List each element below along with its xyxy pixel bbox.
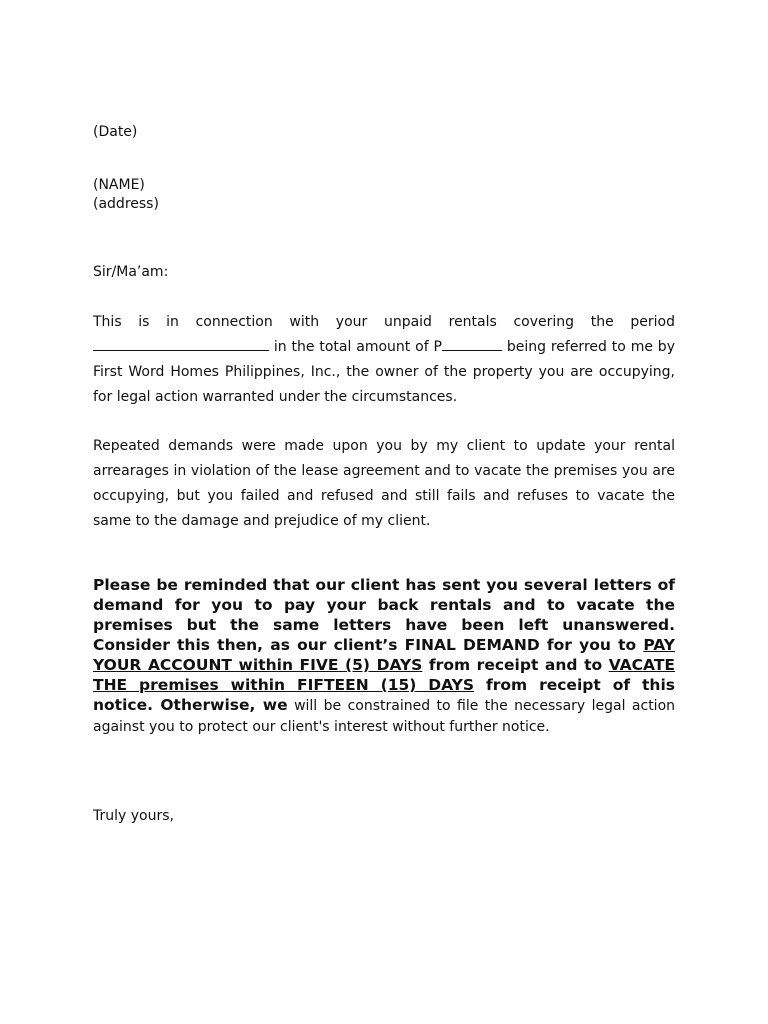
para1-text-1: This is in connection with your unpaid rentals covering the period xyxy=(93,314,675,330)
recipient-address: (address) xyxy=(93,196,159,212)
para1-text-2: in the total amount of P xyxy=(273,339,442,355)
para2-text: Repeated demands were made upon you by my client to update your rental arrearages in violation of the lease agreement and to vacate the premises you are occupying, but you failed and refused and still fails and refuses to vacate the same to the damage and prejudice of my client. xyxy=(93,438,675,529)
pay-account-deadline: PAY YOUR ACCOUNT within FIVE (5) DAYS xyxy=(93,636,675,674)
para1-text-3: being referred to me by First Word Homes Philippines, Inc., the owner of the property you are occupying, for legal action warranted under the circumstances. xyxy=(93,339,675,405)
salutation: Sir/Ma’am: xyxy=(93,264,169,280)
paragraph-final-demand xyxy=(93,575,675,737)
para3-after-vacate: from receipt of this notice. Otherwise, we xyxy=(93,676,675,714)
paragraph-repeated-demands xyxy=(93,434,675,534)
para3-intro: Please be reminded that our client has sent you several letters of demand for you to pay your back rentals and to vacate the premises but the same letters have been left unanswered. Consider this then, as our client’s FINAL DEMAND for you to xyxy=(93,576,675,654)
para3-normal-tail: will be constrained to file the necessary legal action against you to protect our client's interest without further notice. xyxy=(93,698,676,735)
recipient-name: (NAME) xyxy=(93,177,145,193)
amount-blank xyxy=(442,336,502,351)
para3-middle: from receipt and to xyxy=(422,656,609,674)
period-blank xyxy=(93,336,269,351)
closing: Truly yours, xyxy=(93,808,174,824)
paragraph-unpaid-rentals xyxy=(93,310,675,410)
date-placeholder: (Date) xyxy=(93,124,138,140)
vacate-deadline: VACATE THE premises within FIFTEEN (15) DAYS xyxy=(93,656,675,694)
